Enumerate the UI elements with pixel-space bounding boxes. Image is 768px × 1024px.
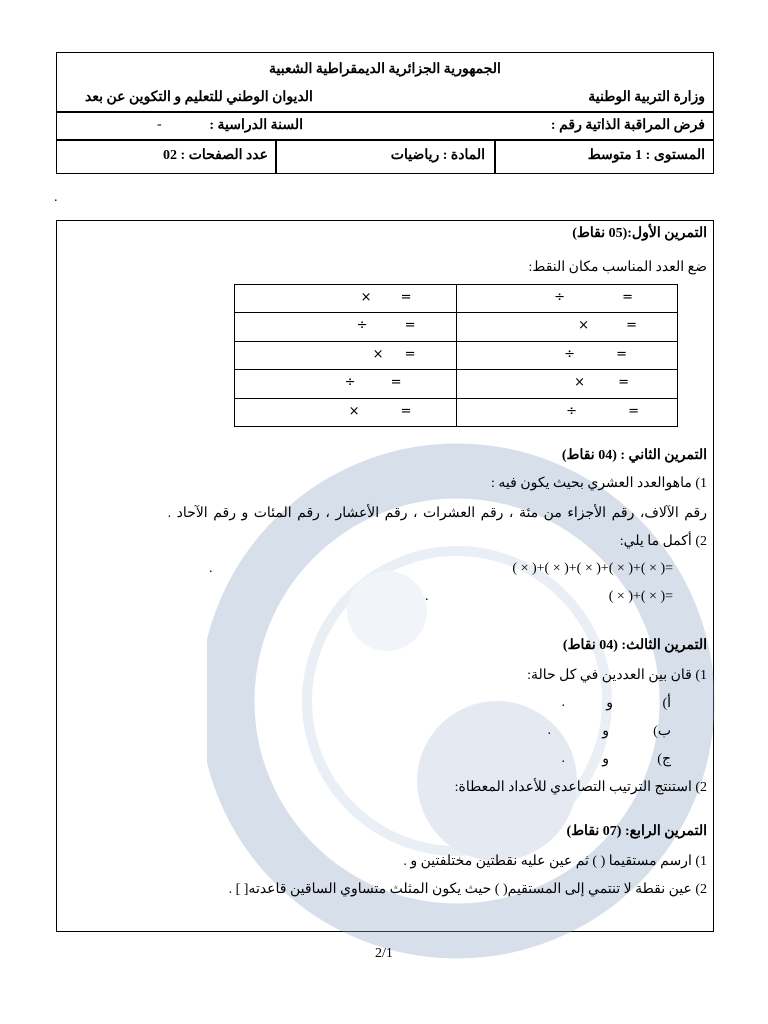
equals-sign: = [404, 346, 416, 362]
ex2-question-2: 2) أكمل ما يلي: [619, 534, 707, 549]
table-cell [235, 341, 457, 369]
times-sign: × [360, 290, 372, 305]
republic-title: الجمهورية الجزائرية الديمقراطية الشعبية [269, 62, 501, 77]
times-sign: × [574, 375, 585, 391]
equals-sign: = [618, 375, 629, 391]
ex3-item-a-dot: . [561, 695, 565, 710]
equals-sign: = [400, 403, 412, 419]
ex3-item-a-and: و [606, 696, 613, 711]
equals-sign: = [400, 290, 412, 305]
table-row [235, 313, 678, 341]
equals-sign: = [626, 318, 637, 334]
office-label: الديوان الوطني للتعليم و التكوين عن بعد [85, 90, 313, 105]
table-row [235, 398, 678, 426]
table-cell [456, 313, 678, 341]
school-year-value: - [157, 117, 162, 132]
exercise-frame [56, 220, 714, 932]
ex4-question-2: 2) عين نقطة لا تنتمي إلى المستقيم( ) حيث يكون المثلث متساوي الساقين قاعدته[ ] . [228, 882, 707, 897]
equals-sign: = [628, 403, 639, 419]
subject-label: المادة : رياضيات [390, 148, 485, 163]
divide-sign: ÷ [566, 403, 577, 419]
header-divider [57, 111, 713, 113]
ministry-label: وزارة التربية الوطنية [588, 90, 705, 105]
equals-sign: = [622, 290, 633, 305]
table-cell [235, 313, 457, 341]
equals-sign: = [616, 346, 627, 362]
table-cell [235, 398, 457, 426]
header-cell-divider [494, 141, 496, 173]
table-row [235, 370, 678, 398]
ex2-title: التمرين الثاني : (04 نقاط) [561, 448, 707, 463]
ex4-question-1: 1) ارسم مستقيما ( ) ثم عين عليه نقطتين مختلفتين و . [403, 854, 707, 869]
stray-dot: . [54, 190, 58, 205]
table-row [235, 285, 678, 313]
ex2-question-1: 1) ماهوالعدد العشري بحيث يكون فيه : [491, 476, 707, 491]
ex1-instruction: ضع العدد المناسب مكان النقط: [528, 260, 707, 275]
divide-sign: ÷ [344, 375, 356, 391]
table-cell [235, 285, 457, 313]
times-sign: × [578, 318, 589, 334]
ex4-title: التمرين الرابع: (07 نقاط) [566, 824, 707, 839]
ex3-question-1: 1) قان بين العددين في كل حالة: [527, 668, 707, 683]
school-year-label: السنة الدراسية : [209, 118, 303, 133]
divide-sign: ÷ [554, 290, 565, 305]
ex3-question-2: 2) استنتج الترتيب التصاعدي للأعداد المعطاة: [454, 780, 707, 795]
ex2-equation-2: ( × )+( × )= [608, 589, 673, 604]
ex3-item-b-dot: . [547, 723, 551, 738]
table-cell [235, 370, 457, 398]
ex3-item-c: ج) [657, 752, 671, 767]
times-sign: × [372, 346, 384, 362]
ex1-title: التمرين الأول:(05 نقاط) [572, 226, 707, 241]
ex3-item-b: ب) [653, 724, 671, 739]
ex3-item-b-and: و [602, 724, 609, 739]
ex2-equation-1: ( × )+( × )+( × )+( × )+( × )= [512, 561, 673, 576]
ex2-equation-1-dot: . [209, 561, 213, 576]
ex3-item-c-and: و [602, 752, 609, 767]
exam-number-label: فرض المراقبة الذاتية رقم : [550, 118, 705, 133]
divide-sign: ÷ [356, 318, 368, 334]
table-cell [456, 398, 678, 426]
divide-sign: ÷ [564, 346, 575, 362]
header-block [56, 52, 714, 174]
table-cell [456, 370, 678, 398]
ex3-item-a: أ) [662, 696, 671, 711]
pages-label: عدد الصفحات : 02 [163, 148, 268, 163]
ex2-equation-2-dot: . [425, 589, 429, 604]
header-divider [57, 139, 713, 141]
level-label: المستوى : 1 متوسط [587, 148, 705, 163]
ex3-title: التمرين الثالث: (04 نقاط) [562, 638, 707, 653]
equals-sign: = [404, 318, 416, 334]
header-cell-divider [275, 141, 277, 173]
equals-sign: = [390, 375, 402, 391]
table-row [235, 341, 678, 369]
table-cell [456, 341, 678, 369]
ex3-item-c-dot: . [561, 751, 565, 766]
ex1-table [234, 284, 678, 427]
ex2-question-1-detail: رقم الآلاف، رقم الأجزاء من مئة ، رقم العشرات ، رقم الأعشار ، رقم المئات و رقم الآحاد . [167, 506, 707, 521]
times-sign: × [348, 403, 360, 419]
table-cell [456, 285, 678, 313]
page-number: 2/1 [375, 946, 393, 961]
